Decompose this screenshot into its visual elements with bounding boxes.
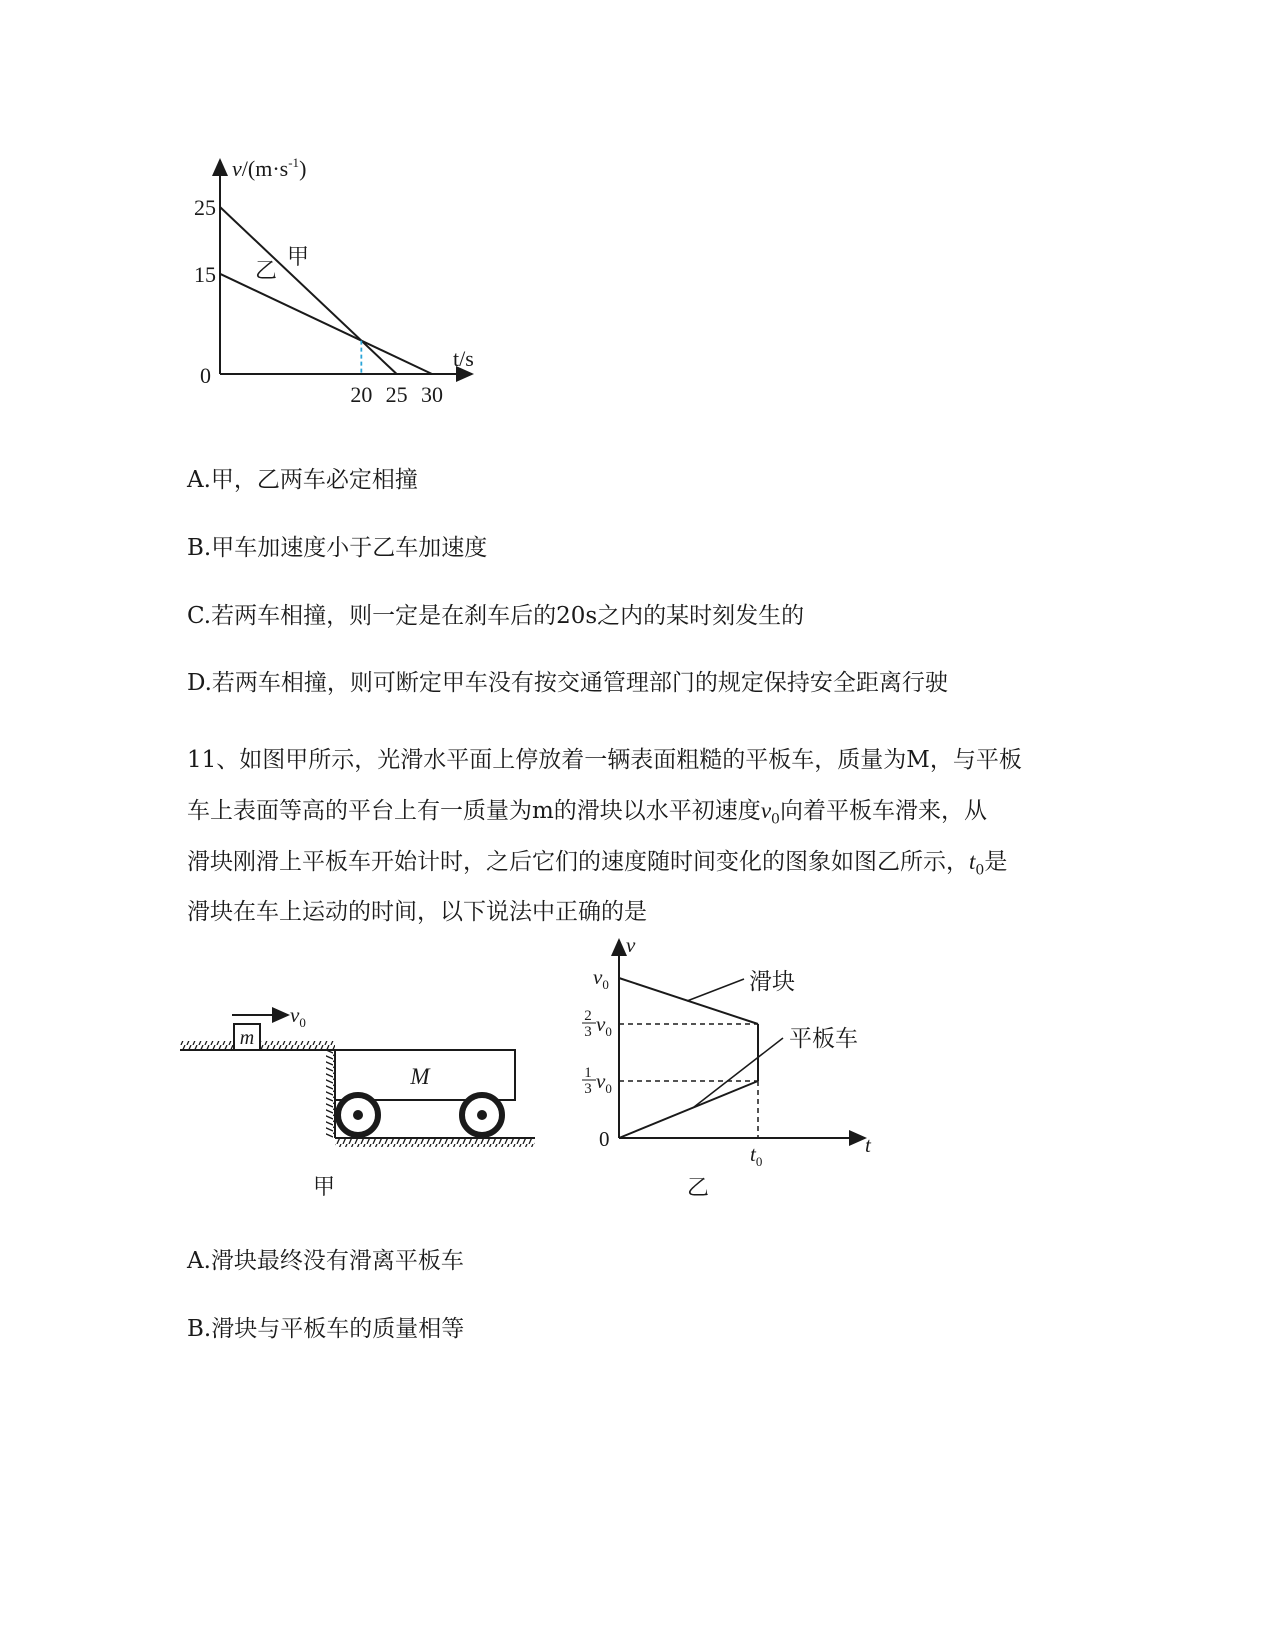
two-thirds-v0-label <box>582 1008 612 1040</box>
cart-line <box>619 1081 758 1138</box>
origin-label: 0 <box>200 363 211 388</box>
svg-text:v0: $v_0$ <box>596 1069 612 1096</box>
yi-origin: 0 <box>599 1127 610 1151</box>
q11-line-1: 11、如图甲所示，光滑水平面上停放着一辆表面粗糙的平板车，质量为M，与平板 <box>187 747 1022 773</box>
yi-x-label: t <box>865 1133 871 1157</box>
one-third-v0-label <box>582 1065 612 1097</box>
svg-text:3: 3 <box>584 1024 592 1040</box>
v0-label: $v_0$ <box>593 965 609 992</box>
cart-label: 平板车 <box>789 1026 858 1052</box>
ground-hatch <box>335 1138 535 1147</box>
svg-text:v0: $v_0$ <box>596 1012 612 1039</box>
q11-line-2: 车上表面等高的平台上有一质量为m的滑块以水平初速度$v_0$向着平板车滑来，从 <box>187 798 987 828</box>
q10-option-c: C.若两车相撞，则一定是在刹车后的20s之内的某时刻发生的 <box>187 603 805 629</box>
cart-leader <box>694 1038 783 1107</box>
figure-yi-caption: 乙 <box>686 1176 710 1201</box>
x-tick-label: 30 <box>421 382 443 407</box>
y-tick-label: 25 <box>194 195 216 220</box>
platform-wall-hatch <box>326 1050 335 1138</box>
y-axis-label: $v/(m\cdot s^{-1})$ <box>232 155 307 181</box>
q10-option-d: D.若两车相撞，则可断定甲车没有按交通管理部门的规定保持安全距离行驶 <box>187 670 948 696</box>
t0-label: $t_0$ <box>750 1142 763 1169</box>
q11-option-a: A.滑块最终没有滑离平板车 <box>187 1248 464 1274</box>
q11-option-b: B.滑块与平板车的质量相等 <box>187 1316 465 1342</box>
cart-m-label: M <box>410 1064 430 1089</box>
block-m-label: m <box>239 1027 255 1049</box>
x-axis-label: t/s <box>453 346 474 371</box>
svg-text:1: 1 <box>584 1065 592 1081</box>
cart-wheel-right <box>462 1095 502 1135</box>
x-tick-label: 20 <box>350 382 373 407</box>
line-yi-label: 乙 <box>255 259 278 284</box>
q10-option-a: A.甲，乙两车必定相撞 <box>187 467 418 493</box>
svg-text:2: 2 <box>584 1008 592 1024</box>
slider-label: 滑块 <box>749 969 795 995</box>
y-tick-label: 15 <box>194 261 216 287</box>
figure-jia-caption: 甲 <box>312 1175 336 1200</box>
figure-jia-cart <box>180 1000 550 1240</box>
x-tick-label: 25 <box>385 382 408 407</box>
cart-wheel-left <box>338 1095 378 1135</box>
q10-option-b: B.甲车加速度小于乙车加速度 <box>187 535 488 561</box>
velocity-label: $v_0$ <box>290 1003 306 1030</box>
series-line-yi <box>220 274 432 374</box>
figure-yi-vt <box>584 933 910 1205</box>
q11-line-3: 滑块刚滑上平板车开始计时，之后它们的速度随时间变化的图象如图乙所示，$t_0$是 <box>187 849 1008 879</box>
slider-leader <box>687 979 744 1001</box>
line-jia-label: 甲 <box>287 245 310 270</box>
q11-line-4: 滑块在车上运动的时间，以下说法中正确的是 <box>187 899 647 925</box>
yi-y-label: v <box>626 933 636 957</box>
vt-chart-jia-yi <box>180 150 510 425</box>
series-line-jia <box>220 207 397 374</box>
svg-text:3: 3 <box>584 1081 592 1097</box>
